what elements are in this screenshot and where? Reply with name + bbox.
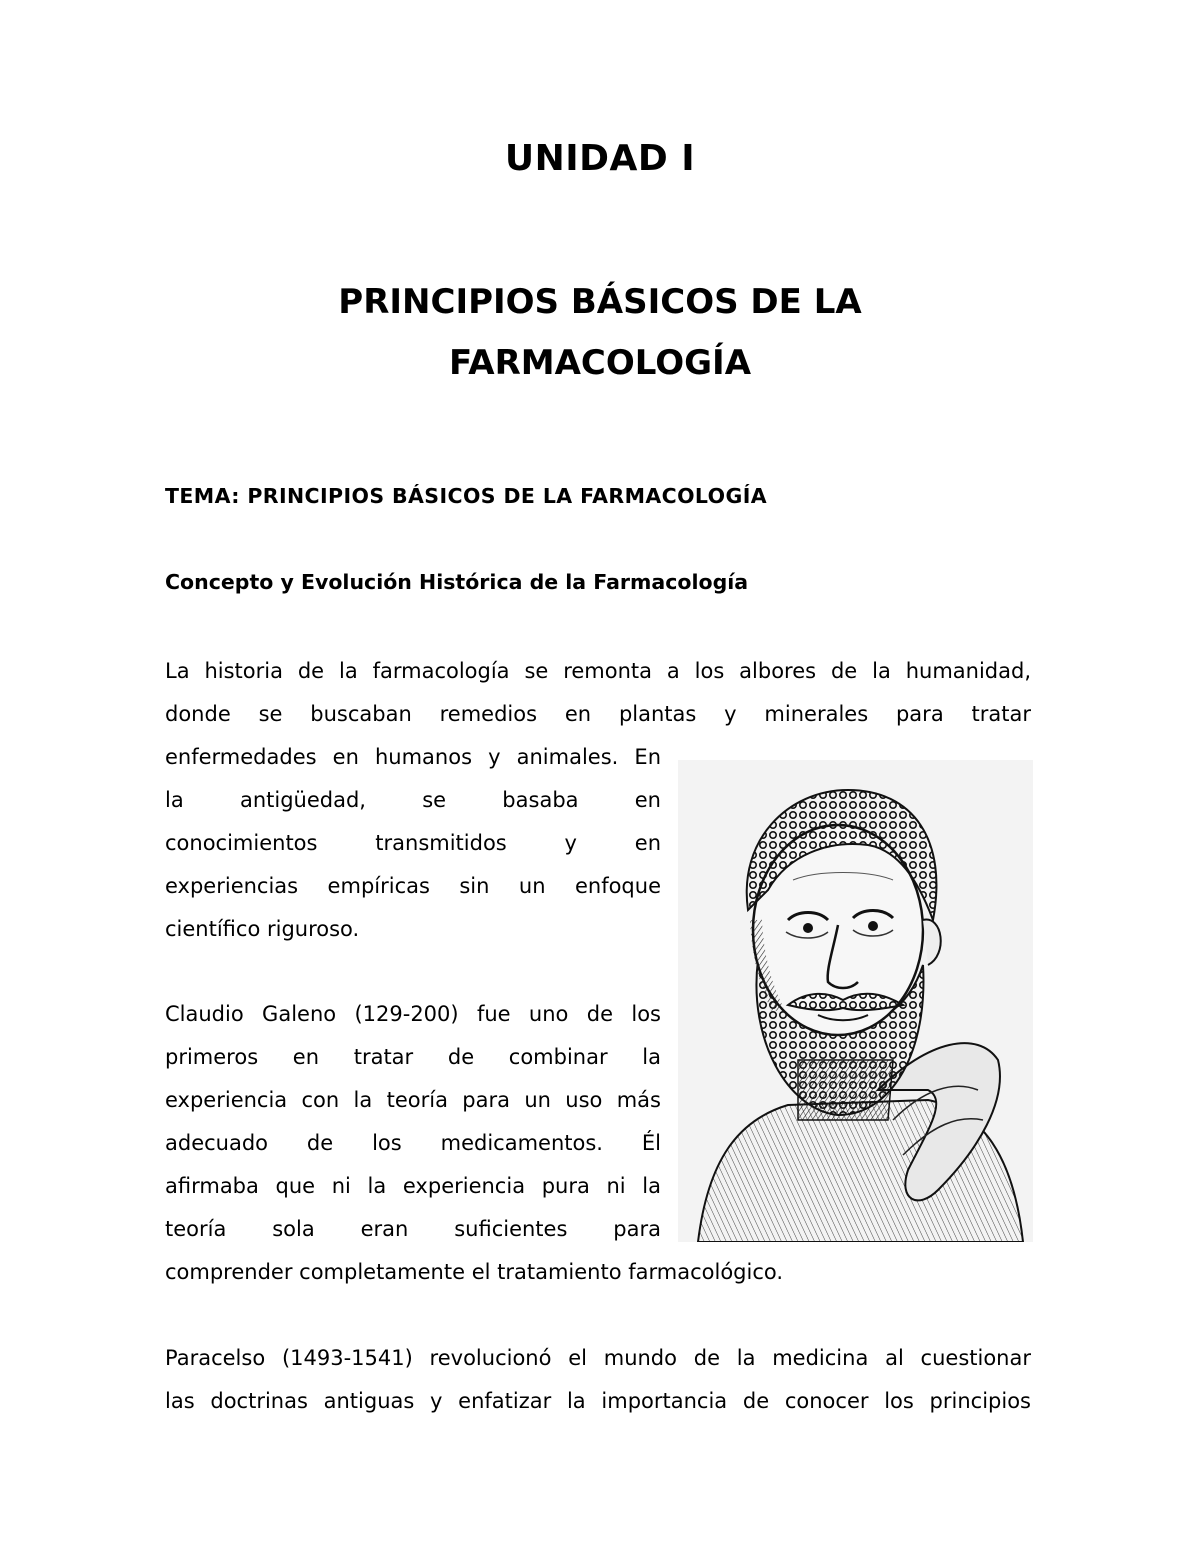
paragraph-line: enfermedades en humanos y animales. En [165,745,661,769]
main-title-line-1: PRINCIPIOS BÁSICOS DE LA [338,282,862,322]
paragraph-line: primeros en tratar de combinar la [165,1045,661,1069]
paragraph-history-full [165,650,1031,736]
galeno-portrait-image [678,760,1033,1242]
main-title-line-2: FARMACOLOGÍA [448,343,752,383]
unit-title: UNIDAD I [504,138,696,179]
paragraph-line: Paracelso (1493-1541) revolucionó el mundo de la medicina al cuestionar [165,1346,1031,1370]
paragraph-history-narrow [165,736,661,951]
paragraph-paracelso [165,1337,1031,1423]
paragraph-galeno-end [165,1251,1031,1294]
paragraph-galeno [165,993,661,1251]
paragraph-line: adecuado de los medicamentos. Él [165,1131,661,1155]
paragraph-line: las doctrinas antiguas y enfatizar la importancia de conocer los principios [165,1389,1031,1413]
portrait-engraving-icon [678,760,1033,1242]
paragraph-line: La historia de la farmacología se remonta a los albores de la humanidad, [165,659,1031,683]
paragraph-line: Claudio Galeno (129-200) fue uno de los [165,1002,661,1026]
paragraph-line: conocimientos transmitidos y en [165,831,661,855]
paragraph-line: donde se buscaban remedios en plantas y minerales para tratar [165,702,1031,726]
section-subheading: Concepto y Evolución Histórica de la Farmacología [165,570,749,594]
paragraph-line: la antigüedad, se basaba en [165,788,661,812]
main-title [0,272,1200,394]
paragraph-line: afirmaba que ni la experiencia pura ni la [165,1174,661,1198]
topic-heading: TEMA: PRINCIPIOS BÁSICOS DE LA FARMACOLOGÍA [165,484,768,508]
paragraph-line: experiencia con la teoría para un uso más [165,1088,661,1112]
paragraph-line: científico riguroso. [165,917,360,941]
paragraph-line: comprender completamente el tratamiento farmacológico. [165,1260,784,1284]
paragraph-line: teoría sola eran suficientes para [165,1217,661,1241]
paragraph-line: experiencias empíricas sin un enfoque [165,874,661,898]
